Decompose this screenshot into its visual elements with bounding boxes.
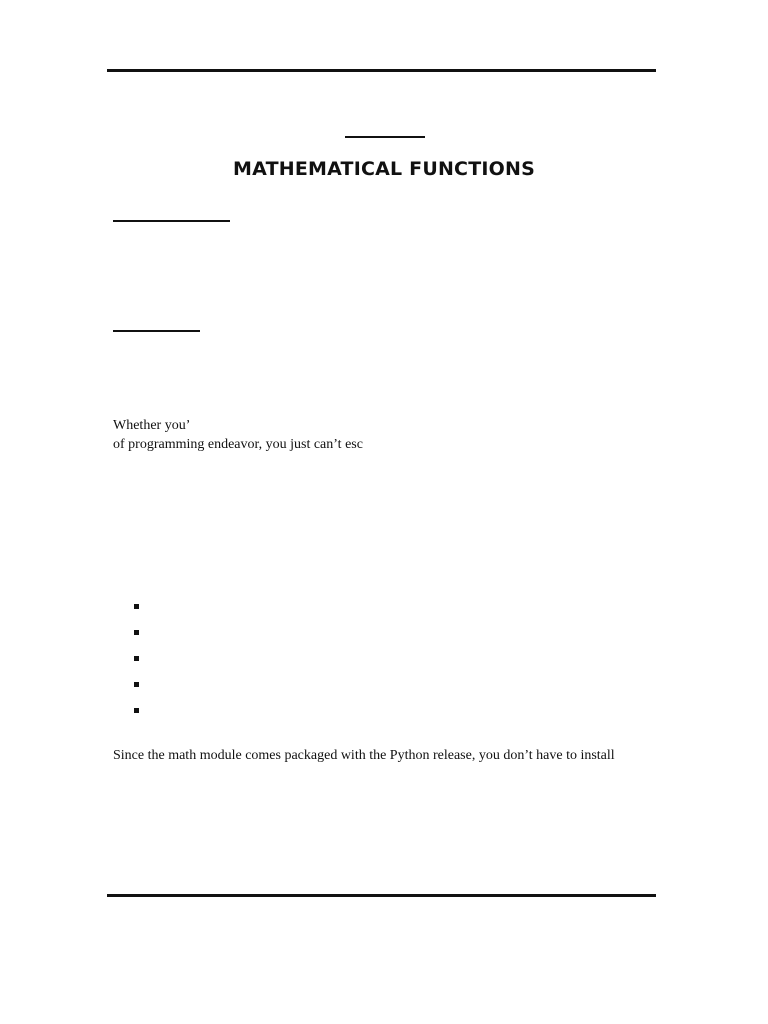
intro-paragraph-line-2: of programming endeavor, you just can’t esc xyxy=(113,437,363,452)
bullet-square-icon xyxy=(134,656,139,661)
intro-paragraph-line-1: Whether you’ xyxy=(113,418,191,433)
page-title: MATHEMATICAL FUNCTIONS xyxy=(233,158,535,180)
bottom-rule xyxy=(107,894,656,897)
intro-paragraph xyxy=(113,416,363,454)
bullet-square-icon xyxy=(134,604,139,609)
section-heading-underline-1 xyxy=(113,220,230,222)
bullet-square-icon xyxy=(134,708,139,713)
section-heading-underline-2 xyxy=(113,330,200,332)
math-module-paragraph: Since the math module comes packaged with the Python release, you don’t have to install xyxy=(113,748,615,763)
bullet-square-icon xyxy=(134,682,139,687)
bullet-square-icon xyxy=(134,630,139,635)
chapter-number-underline xyxy=(345,136,425,138)
top-rule xyxy=(107,69,656,72)
